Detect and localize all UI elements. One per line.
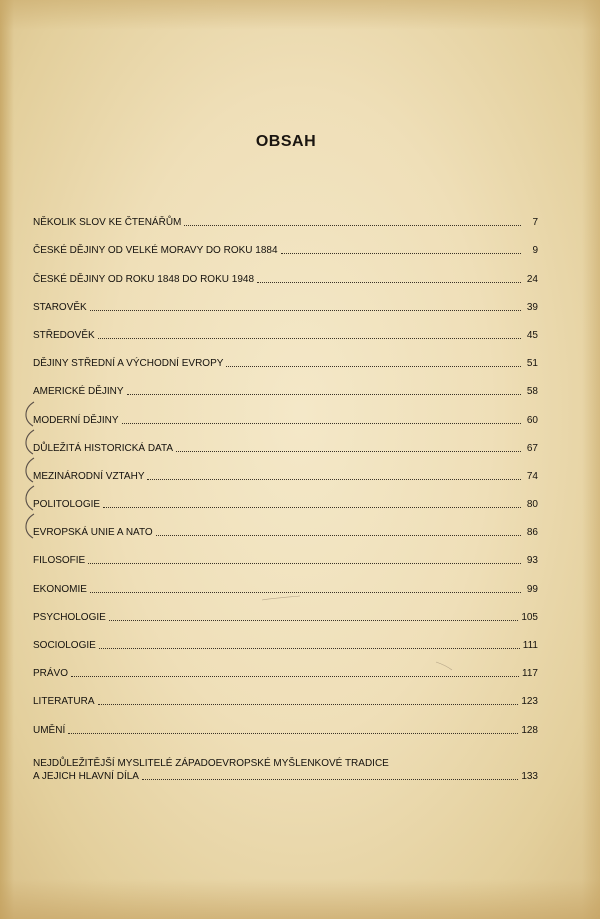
toc-entry-page: 24 bbox=[526, 273, 538, 285]
toc-entry-label: AMERICKÉ DĚJINY bbox=[33, 386, 124, 398]
toc-entry-page: 117 bbox=[522, 668, 538, 680]
dot-leader bbox=[176, 450, 521, 452]
toc-entry[interactable] bbox=[33, 454, 538, 482]
dot-leader bbox=[99, 647, 520, 649]
toc-entry-page: 60 bbox=[526, 414, 538, 426]
toc-entry-page: 45 bbox=[526, 329, 538, 341]
toc-entry-page: 133 bbox=[521, 770, 538, 782]
toc-entry-page: 111 bbox=[522, 640, 538, 651]
toc-entry-label: DŮLEŽITÁ HISTORICKÁ DATA bbox=[33, 442, 174, 454]
dot-leader bbox=[103, 506, 521, 508]
toc-entry-page: 123 bbox=[521, 696, 538, 708]
toc-entry[interactable] bbox=[33, 369, 538, 397]
dot-leader bbox=[257, 281, 521, 283]
toc-entry-page: 105 bbox=[521, 611, 538, 623]
toc-entry[interactable] bbox=[33, 566, 538, 594]
dot-leader bbox=[90, 591, 521, 593]
toc-entry-page: 58 bbox=[526, 386, 538, 398]
toc-entry[interactable] bbox=[33, 679, 538, 707]
toc-entry-label: STŘEDOVĚK bbox=[33, 329, 95, 341]
toc-entry-page: 74 bbox=[526, 470, 538, 482]
toc-entry-label: A JEJICH HLAVNÍ DÍLA bbox=[33, 770, 139, 782]
toc-entry-page: 39 bbox=[526, 301, 538, 313]
toc-entry-label: PRÁVO bbox=[33, 668, 69, 680]
toc-entry[interactable] bbox=[33, 482, 538, 510]
dot-leader bbox=[156, 534, 521, 536]
toc-entry-page: 7 bbox=[532, 217, 538, 229]
toc-entry-label: FILOSOFIE bbox=[33, 555, 86, 567]
dot-leader bbox=[98, 703, 519, 705]
toc-entry-page: 9 bbox=[532, 245, 538, 257]
toc-entry-label: DĚJINY STŘEDNÍ A VÝCHODNÍ EVROPY bbox=[33, 358, 224, 370]
toc-entry-label: LITERATURA bbox=[33, 696, 95, 708]
toc-entry[interactable] bbox=[33, 341, 538, 369]
dot-leader bbox=[68, 732, 518, 734]
toc-entry-page: 86 bbox=[526, 527, 538, 539]
toc-entry[interactable] bbox=[33, 313, 538, 341]
toc-entry[interactable] bbox=[33, 623, 538, 651]
toc-entry[interactable] bbox=[33, 538, 538, 566]
toc-entry-page: 128 bbox=[521, 724, 538, 736]
dot-leader bbox=[184, 224, 521, 226]
toc-entry-label: POLITOLOGIE bbox=[33, 499, 101, 511]
toc-entry-label: NEJDŮLEŽITĚJŠÍ MYSLITELÉ ZÁPADOEVROPSKÉ MYŠLENKOVÉ TRADICE bbox=[33, 757, 389, 769]
toc-entry[interactable] bbox=[33, 285, 538, 313]
toc-entry-label: MEZINÁRODNÍ VZTAHY bbox=[33, 470, 145, 482]
toc-entry[interactable] bbox=[33, 200, 538, 228]
dot-leader bbox=[122, 422, 521, 424]
toc-entry-label: SOCIOLOGIE bbox=[33, 640, 96, 651]
toc-entry-label: MODERNÍ DĚJINY bbox=[33, 414, 119, 426]
paper-edge-shadow bbox=[0, 0, 600, 30]
dot-leader bbox=[226, 365, 521, 367]
paper-edge-shadow bbox=[582, 0, 600, 919]
toc-entry-page: 99 bbox=[526, 583, 538, 595]
toc-entry[interactable] bbox=[33, 651, 538, 679]
toc-entry-label: EKONOMIE bbox=[33, 583, 87, 595]
toc-entry[interactable] bbox=[33, 228, 538, 256]
toc-entry[interactable] bbox=[33, 736, 538, 782]
toc-entry-label: UMĚNÍ bbox=[33, 724, 66, 736]
dot-leader bbox=[88, 562, 521, 564]
dot-leader bbox=[127, 393, 521, 395]
page-title: OBSAH bbox=[255, 133, 317, 150]
toc-entry-page: 93 bbox=[526, 555, 538, 567]
toc-entry-label: PSYCHOLOGIE bbox=[33, 611, 106, 623]
toc-entry[interactable] bbox=[33, 256, 538, 284]
toc-entry[interactable] bbox=[33, 510, 538, 538]
paper-edge-shadow bbox=[0, 879, 600, 919]
toc-entry[interactable] bbox=[33, 707, 538, 735]
toc-entry-page: 80 bbox=[526, 499, 538, 511]
toc-entry-label: STAROVĚK bbox=[33, 301, 87, 313]
dot-leader bbox=[281, 252, 521, 254]
toc-entry-label: ČESKÉ DĚJINY OD ROKU 1848 DO ROKU 1948 bbox=[33, 273, 255, 285]
toc-entry-label: NĚKOLIK SLOV KE ČTENÁŘŮM bbox=[33, 217, 182, 229]
toc-entry[interactable] bbox=[33, 426, 538, 454]
toc-entry-label: ČESKÉ DĚJINY OD VELKÉ MORAVY DO ROKU 1884 bbox=[33, 245, 278, 257]
dot-leader bbox=[71, 675, 519, 677]
toc-entry-page: 67 bbox=[526, 442, 538, 454]
toc-entry[interactable] bbox=[33, 397, 538, 425]
dot-leader bbox=[90, 309, 521, 311]
dot-leader bbox=[98, 337, 521, 339]
toc-entry-label: EVROPSKÁ UNIE A NATO bbox=[33, 527, 153, 539]
toc-entry[interactable] bbox=[33, 595, 538, 623]
toc-entry-page: 51 bbox=[526, 358, 538, 370]
dot-leader bbox=[109, 619, 519, 621]
dot-leader bbox=[142, 778, 518, 780]
dot-leader bbox=[147, 478, 521, 480]
table-of-contents bbox=[33, 200, 538, 782]
